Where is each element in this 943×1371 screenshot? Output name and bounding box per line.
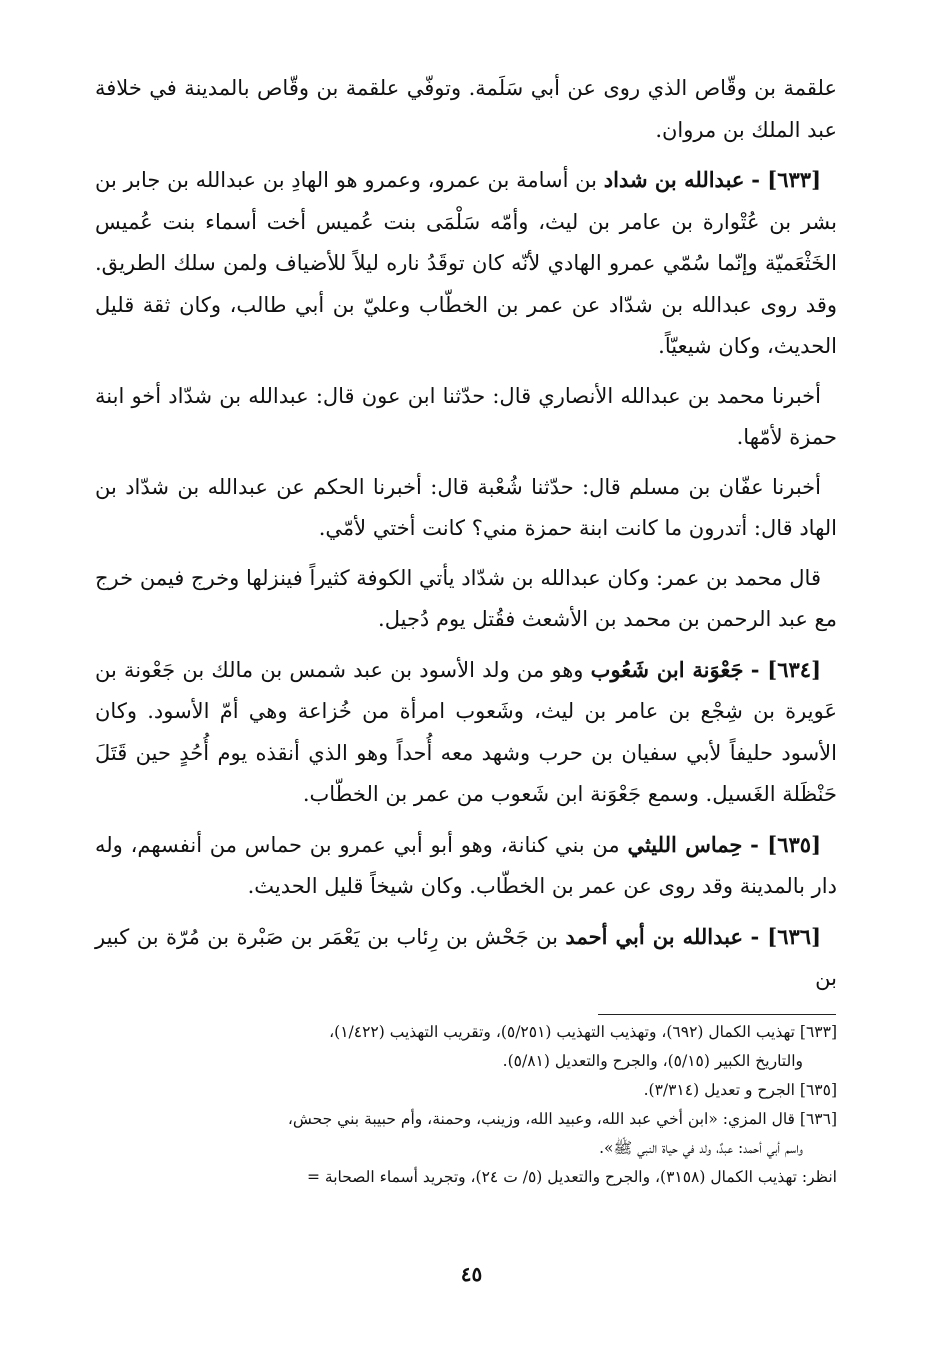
footnote-line: انظر: تهذيب الكمال (٣١٥٨)، والجرح والتعديل (٥/ ت ٢٤)، وتجريد أسماء الصحابة = <box>306 1168 837 1186</box>
entry-text: وهو من ولد الأسود بن عبد شمس بن مالك بن جَعْونة بن عَويرة بن شِجْع بن عامر بن ليث، وشَعوب امرأة من خُزاعة وهي أمّ الأسود. وكان الأسود حليفاً لأبي سفيان بن حرب وشهد معه أُحداً وهو الذي أنقذه يوم أُحُدٍ حين قَتَلَ حَنْظَلة الغَسيل. وسمع جَعْوَنة ابن شَعوب من عمر بن الخطّاب. <box>95 657 837 806</box>
entry-name: عبدالله بن شداد <box>603 167 745 192</box>
entry-number: [٦٣٦] - <box>750 923 821 949</box>
paragraph-text: أخبرنا محمد بن عبدالله الأنصاري قال: حدّثنا ابن عون قال: عبدالله بن شدّاد أخو ابنة حمزة لأمّها. <box>95 383 837 449</box>
paragraph-text: قال محمد بن عمر: وكان عبدالله بن شدّاد يأتي الكوفة كثيراً فينزلها وخرج فيمن خرج مع عبد الرحمن بن محمد بن الأشعث فقُتل يوم دُجيل. <box>95 565 837 631</box>
footnote-line: [٦٣٦] قال المزي: «ابن أخي عبد الله، وعبيد الله، وزينب، وحمنة، وأم حبيبة بني جحش، <box>287 1110 837 1128</box>
entry-636 <box>95 916 837 1000</box>
main-text <box>95 68 837 1008</box>
paragraph-text: علقمة بن وقّاص الذي روى عن أبي سَلَمة. وتوفّي علقمة بن وقّاص بالمدينة في خلافة عبد الملك بن مروان. <box>95 76 837 142</box>
entry-name: عبدالله بن أبي أحمد <box>565 923 744 949</box>
paragraph-4 <box>95 467 837 550</box>
footnote-line: والتاريخ الكبير (٥/١٥)، والجرح والتعديل (٥/٨١). <box>502 1052 803 1070</box>
paragraph-3 <box>95 376 837 459</box>
paragraph-5 <box>95 558 837 641</box>
entry-635 <box>95 824 837 908</box>
entry-text: بن جَحْش بن رِئاب بن يَعْمَر بن صَبْرة بن مُرّة بن كبير بن <box>95 924 837 990</box>
footnotes <box>95 1018 837 1192</box>
entry-634 <box>95 649 837 816</box>
footnote-line: واسم أبي أحمد: عبدٌ، ولد في حياة النبي ﷺ». <box>599 1139 803 1157</box>
paragraph-1 <box>95 68 837 151</box>
entry-633 <box>95 159 837 368</box>
entry-name: حِماس الليثي <box>627 831 743 857</box>
footnote-line: [٦٣٥] الجرح و تعديل (٣/٣١٤). <box>643 1081 837 1099</box>
entry-text: بن أسامة بن عمرو، وعمرو هو الهادِ بن عبدالله بن جابر بن بشر بن عُتْوارة بن عامر بن ليث، وأمّه سَلْمَى بنت عُميس أخت أسماء بنت عُميس الخَثْعَميّة وإنّما سُمّي عمرو الهادي لأنّه كان توقَدُ ناره ليلاً للأضياف ولمن سلك الطريق. وقد روى عبدالله بن شدّاد عن عمر بن الخطّاب وعليّ بن أبي طالب، وكان ثقة قليل الحديث، وكان شيعيّاً. <box>95 168 837 358</box>
page-number: ٤٥ <box>460 1262 483 1286</box>
entry-number: [٦٣٣] - <box>751 167 821 192</box>
entry-number: [٦٣٥] - <box>750 831 821 857</box>
footnote-separator <box>598 1014 836 1015</box>
footnote-line: [٦٣٣] تهذيب الكمال (٦٩٢)، وتهذيب التهذيب (٥/٢٥١)، وتقريب التهذيب (١/٤٢٢)، <box>329 1023 837 1041</box>
entry-name: جَعْوَنة ابن شَعُوب <box>590 656 744 682</box>
entry-text: من بني كنانة، وهو أبو أبي عمرو بن حماس من أنفسهم، وله دار بالمدينة وقد روى عن عمر بن الخطّاب. وكان شيخاً قليل الحديث. <box>95 832 837 898</box>
entry-number: [٦٣٤] - <box>750 656 821 682</box>
paragraph-text: أخبرنا عفّان بن مسلم قال: حدّثنا شُعْبة قال: أخبرنا الحكم عن عبدالله بن شدّاد بن الهاد قال: أتدرون ما كانت ابنة حمزة مني؟ كانت أختي لأمّي. <box>95 474 837 540</box>
